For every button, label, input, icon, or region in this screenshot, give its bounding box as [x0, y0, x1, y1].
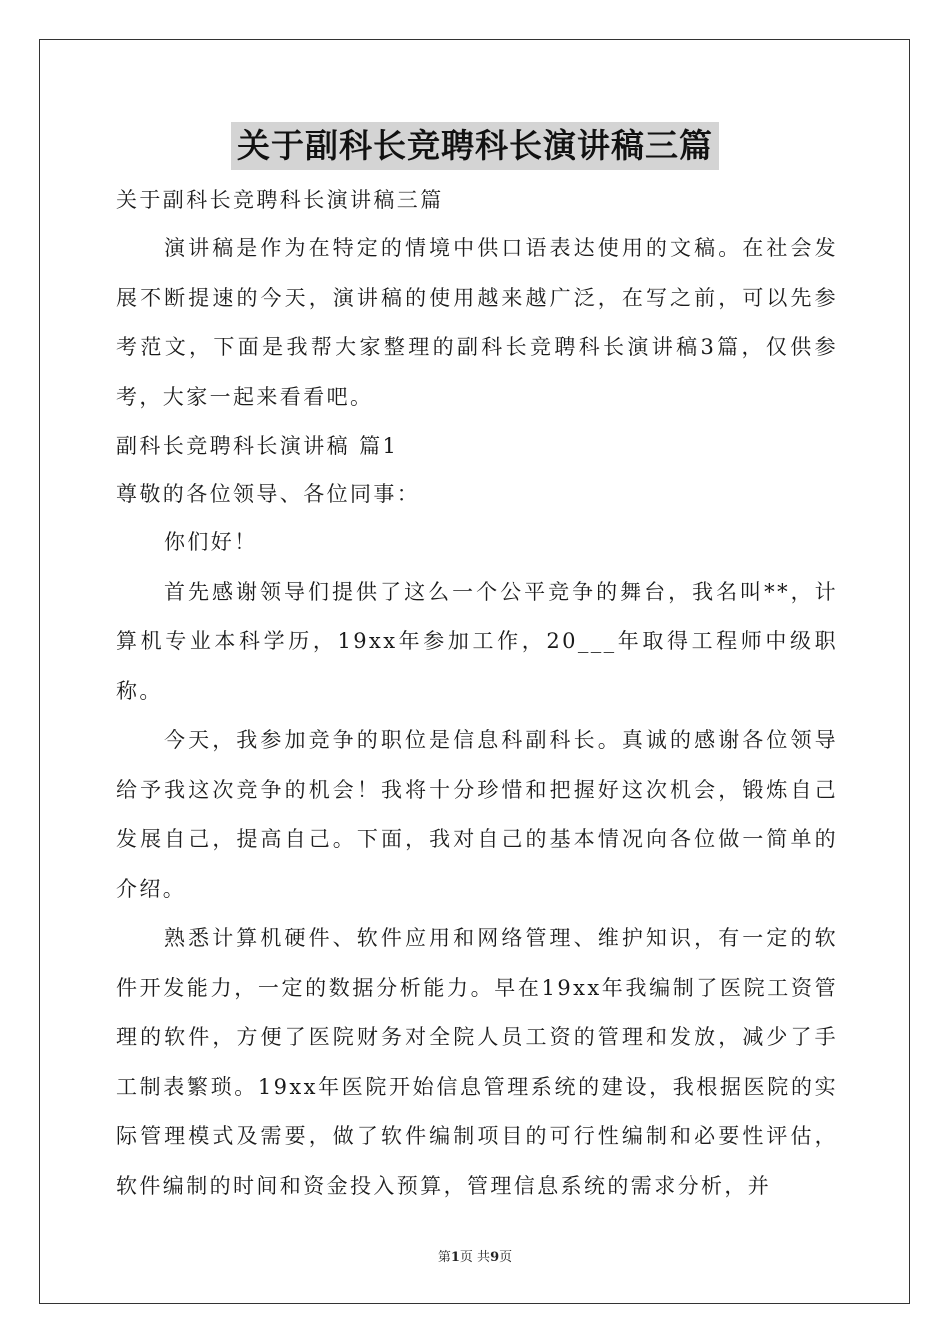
document-subtitle: 关于副科长竞聘科长演讲稿三篇	[116, 188, 444, 212]
salutation: 尊敬的各位领导、各位同事：	[116, 482, 421, 506]
section-heading: 副科长竞聘科长演讲稿 篇1	[116, 434, 399, 458]
body-paragraph-1: 首先感谢领导们提供了这么一个公平竞争的舞台，我名叫**，计算机专业本科学历，19xx年参加工作，20___年取得工程师中级职称。	[116, 579, 838, 703]
title-container	[0, 122, 950, 170]
body-paragraph-3: 熟悉计算机硬件、软件应用和网络管理、维护知识，有一定的软件开发能力，一定的数据分析能力。早在19xx年我编制了医院工资管理的软件，方便了医院财务对全院人员工资的管理和发放，减少了手工制表繁琐。19xx年医院开始信息管理系统的建设，我根据医院的实际管理模式及需要，做了软件编制项目的可行性编制和必要性评估，软件编制的时间和资金投入预算，管理信息系统的需求分析，并	[116, 926, 838, 1198]
intro-paragraph: 演讲稿是作为在特定的情境中供口语表达使用的文稿。在社会发展不断提速的今天，演讲稿的使用越来越广泛，在写之前，可以先参考范文，下面是我帮大家整理的副科长竞聘科长演讲稿3篇，仅供参考，大家一起来看看吧。	[116, 236, 838, 409]
page-current: 1	[450, 1250, 460, 1265]
page-prefix: 第	[437, 1250, 451, 1265]
body-paragraph-2: 今天，我参加竞争的职位是信息科副科长。真诚的感谢各位领导给予我这次竞争的机会！我将十分珍惜和把握好这次机会，锻炼自己发展自己，提高自己。下面，我对自己的基本情况向各位做一简单的介绍。	[116, 728, 838, 901]
document-body	[116, 176, 838, 1211]
greeting: 你们好！	[164, 530, 258, 554]
page-mid: 页 共	[459, 1250, 491, 1265]
page-footer	[0, 1246, 950, 1265]
page-suffix: 页	[499, 1250, 513, 1265]
page-total: 9	[490, 1250, 500, 1265]
document-title: 关于副科长竞聘科长演讲稿三篇	[231, 122, 719, 170]
